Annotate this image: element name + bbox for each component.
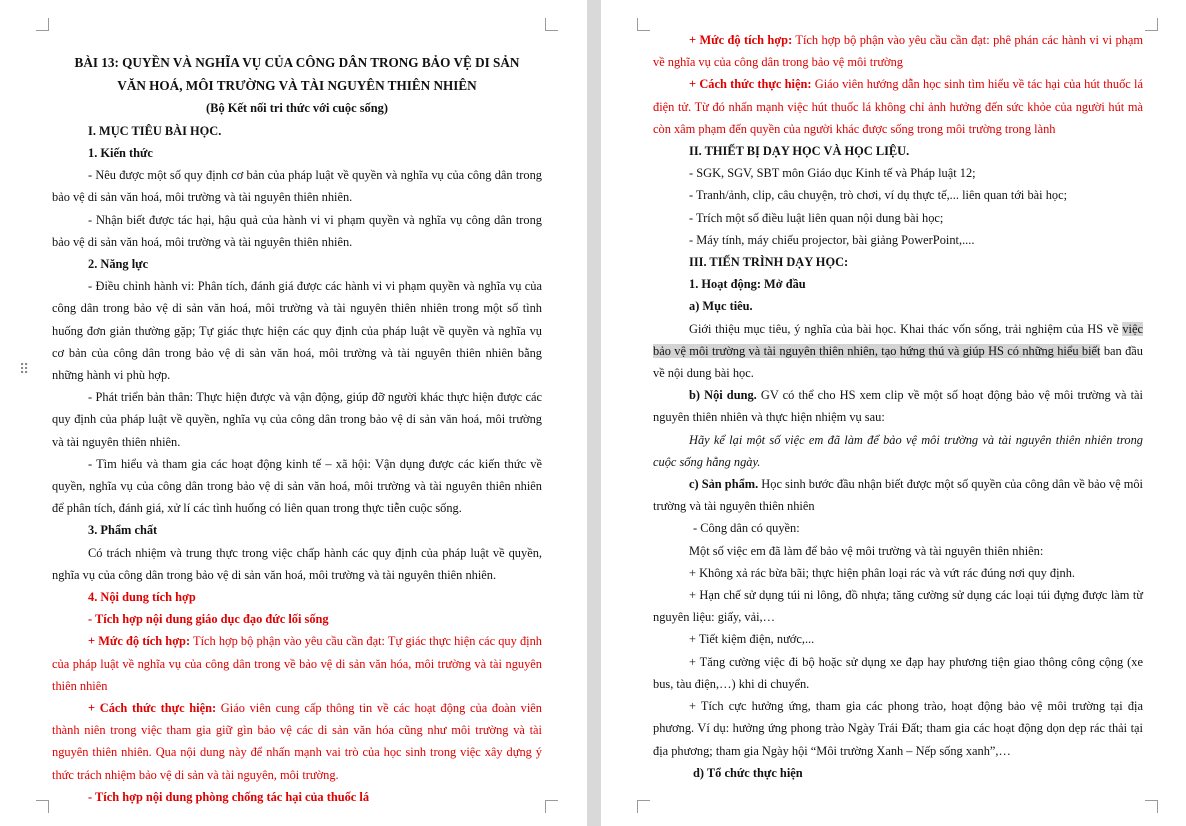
paragraph	[653, 384, 1143, 428]
list-item: + Tăng cường việc đi bộ hoặc sử dụng xe đạp hay phương tiện giao thông công cộng (xe bus, tàu điện,…) khi di chuyển.	[653, 654, 1143, 691]
list-item: + Không xả rác bừa bãi; thực hiện phân loại rác và vứt rác đúng nơi quy định.	[689, 565, 1076, 580]
page-gutter	[587, 0, 601, 826]
paragraph[interactable]	[653, 318, 1143, 385]
subsection-heading: a) Mục tiêu.	[689, 299, 753, 314]
inline-label: + Cách thức thực hiện:	[88, 701, 217, 716]
list-item: - SGK, SGV, SBT môn Giáo dục Kinh tế và Pháp luật 12;	[689, 166, 976, 181]
lesson-subtitle: (Bộ Kết nối tri thức với cuộc sống)	[206, 101, 388, 116]
subsection-heading: 2. Năng lực	[88, 257, 149, 271]
inline-text: Tích hợp bộ phận vào yêu cầu cần đạt: phê phán các hành vi vi phạm về nghĩa vụ của công dân trong bảo vệ môi trường	[653, 33, 1143, 70]
inline-text: GV có thể cho HS xem clip về một số hoạt động bảo vệ môi trường và tài nguyên thiên nhiên và thực hiện nhiệm vụ sau:	[653, 388, 1143, 425]
lesson-title: BÀI 13: QUYỀN VÀ NGHĨA VỤ CỦA CÔNG DÂN TRONG BẢO VỆ DI SẢN	[74, 55, 520, 70]
inline-text: ban đầu về nội dung bài học.	[653, 343, 1143, 381]
integration-heading: - Tích hợp nội dung giáo dục đạo đức lối sống	[88, 612, 329, 627]
selected-text[interactable]: việc bảo vệ môi trường và tài nguyên thiên nhiên, tạo hứng thú và giúp HS có những hiểu biết	[653, 321, 1143, 358]
crop-mark	[1145, 800, 1158, 813]
paragraph	[653, 29, 1143, 73]
paragraph: Có trách nhiệm và trung thực trong việc chấp hành các quy định của pháp luật về quyền, nghĩa vụ của công dân trong bảo vệ di sản văn hoá, môi trường và tài nguyên thiên nhiên.	[52, 545, 542, 582]
paragraph: - Phát triển bản thân: Thực hiện được và vận động, giúp đỡ người khác thực hiện được các quy định của pháp luật về quyền, nghĩa vụ của công dân trong bảo vệ di sản văn hoá, môi trường và tài nguyên thiên nhiên.	[52, 390, 542, 449]
crop-mark	[545, 18, 558, 31]
paragraph	[52, 630, 542, 697]
crop-mark	[545, 800, 558, 813]
subsection-heading: 1. Kiến thức	[88, 145, 153, 160]
subsection-heading: 4. Nội dung tích hợp	[88, 590, 196, 605]
task-prompt: Hãy kể lại một số việc em đã làm để bảo vệ môi trường và tài nguyên thiên nhiên trong cuộc sống hằng ngày.	[653, 432, 1143, 469]
integration-heading: - Tích hợp nội dung phòng chống tác hại của thuốc lá	[88, 789, 370, 804]
inline-label: + Mức độ tích hợp:	[88, 634, 191, 649]
list-item: - Tranh/ảnh, clip, câu chuyện, trò chơi, ví dụ thực tế,... liên quan tới bài học;	[689, 188, 1068, 203]
crop-mark	[36, 18, 49, 31]
inline-text: Giới thiệu mục tiêu, ý nghĩa của bài học. Khai thác vốn sống, trải nghiệm của HS về	[689, 321, 1123, 336]
subsection-heading: d) Tổ chức thực hiện	[693, 765, 803, 780]
inline-label: b) Nội dung.	[689, 388, 757, 403]
subsection-heading: 1. Hoạt động: Mở đầu	[689, 277, 806, 292]
list-item: + Tích cực hưởng ứng, tham gia các phong trào, hoạt động bảo vệ môi trường tại địa phương. Ví dụ: hưởng ứng phong trào Ngày Trái Đất; tham gia các hoạt động dọn dẹp rác thải tại địa phương; tham gia Ngày hội “Môi trường Xanh – Nếp sống xanh”,…	[653, 699, 1143, 758]
paragraph	[52, 697, 542, 786]
inline-label: c) Sản phẩm.	[689, 477, 759, 492]
inline-label: + Mức độ tích hợp:	[689, 33, 793, 47]
crop-mark	[1145, 18, 1158, 31]
list-item: + Tiết kiệm điện, nước,...	[689, 632, 815, 647]
paragraph: - Công dân có quyền:	[693, 521, 800, 536]
list-item: - Trích một số điều luật liên quan nội dung bài học;	[689, 210, 944, 225]
paragraph	[653, 73, 1143, 140]
inline-text: Giáo viên hướng dẫn học sinh tìm hiểu về tác hại của hút thuốc lá điện tử. Từ đó nhấn mạnh việc hút thuốc lá không chỉ ảnh hưởng đến sức khỏe của người hút mà còn xâm phạm đến quyền của người khác được sống trong môi trường trong lành	[653, 77, 1143, 136]
inline-text: Giáo viên cung cấp thông tin về các hoạt động của đoàn viên thành niên trong việc tham gia giữ gìn bảo vệ các di sản văn hóa cũng như môi trường và tài nguyên thiên nhiên. Qua nội dung này để nhấn mạnh vai trò của học sinh trong việc xây dựng ý thức trách nhiệm bảo vệ di sản và tài nguyên, môi trường.	[52, 701, 542, 782]
inline-label: + Cách thức thực hiện:	[689, 77, 812, 92]
paragraph: - Điều chỉnh hành vi: Phân tích, đánh giá được các hành vi vi phạm quyền và nghĩa vụ của công dân trong bảo vệ di sản văn hoá, môi trường và tài nguyên thiên nhiên trong một số tình huống đơn giản thường gặp; Tự giác thực hiện các quy định của pháp luật về quyền và nghĩa vụ cơ bản của công dân trong bảo vệ di sản văn hoá, môi trường và tài nguyên thiên nhiên bằng những hành vi phù hợp.	[52, 279, 542, 383]
section-heading: II. THIẾT BỊ DẠY HỌC VÀ HỌC LIỆU.	[689, 144, 910, 159]
paragraph: - Nhận biết được tác hại, hậu quả của hành vi vi phạm quyền và nghĩa vụ công dân trong bảo vệ di sản văn hoá, môi trường và tài nguyên thiên nhiên.	[52, 212, 542, 249]
document-page-left[interactable]	[0, 0, 587, 826]
paragraph	[653, 473, 1143, 517]
paragraph: Một số việc em đã làm để bảo vệ môi trường và tài nguyên thiên nhiên:	[689, 543, 1044, 558]
lesson-title-line2: VĂN HOÁ, MÔI TRƯỜNG VÀ TÀI NGUYÊN THIÊN NHIÊN	[117, 77, 477, 93]
drag-handle-icon[interactable]: ⠿	[19, 362, 31, 378]
list-item: + Hạn chế sử dụng túi ni lông, đồ nhựa; tăng cường sử dụng các loại túi đựng được làm từ nguyên liệu: giấy, vải,…	[653, 588, 1143, 625]
section-heading: III. TIẾN TRÌNH DẠY HỌC:	[689, 255, 849, 270]
inline-text: Học sinh bước đầu nhận biết được một số quyền của công dân về bảo vệ môi trường và tài nguyên thiên nhiên	[653, 477, 1143, 514]
subsection-heading: 3. Phẩm chất	[88, 523, 158, 538]
inline-text: Tích hợp bộ phận vào yêu cầu cần đạt: Tự giác thực hiện các quy định của pháp luật về nghĩa vụ của công dân trong về bảo vệ di sản văn hóa, môi trường và tài nguyên thiên nhiên	[52, 634, 542, 693]
document-page-right[interactable]	[601, 0, 1186, 826]
paragraph: - Tìm hiểu và tham gia các hoạt động kinh tế – xã hội: Vận dụng được các kiến thức về quyền, nghĩa vụ của công dân trong bảo vệ di sản văn hoá, môi trường và tài nguyên thiên nhiên để phân tích, đánh giá, xử lí các tình huống có liên quan trong thực tiễn cuộc sống.	[52, 456, 542, 516]
paragraph: - Nêu được một số quy định cơ bản của pháp luật về quyền và nghĩa vụ của công dân trong bảo vệ di sản văn hoá, môi trường và tài nguyên thiên nhiên.	[52, 168, 542, 205]
section-heading: I. MỤC TIÊU BÀI HỌC.	[88, 123, 222, 138]
crop-mark	[637, 18, 650, 31]
list-item: - Máy tính, máy chiếu projector, bài giảng PowerPoint,....	[689, 232, 975, 247]
crop-mark	[637, 800, 650, 813]
crop-mark	[36, 800, 49, 813]
